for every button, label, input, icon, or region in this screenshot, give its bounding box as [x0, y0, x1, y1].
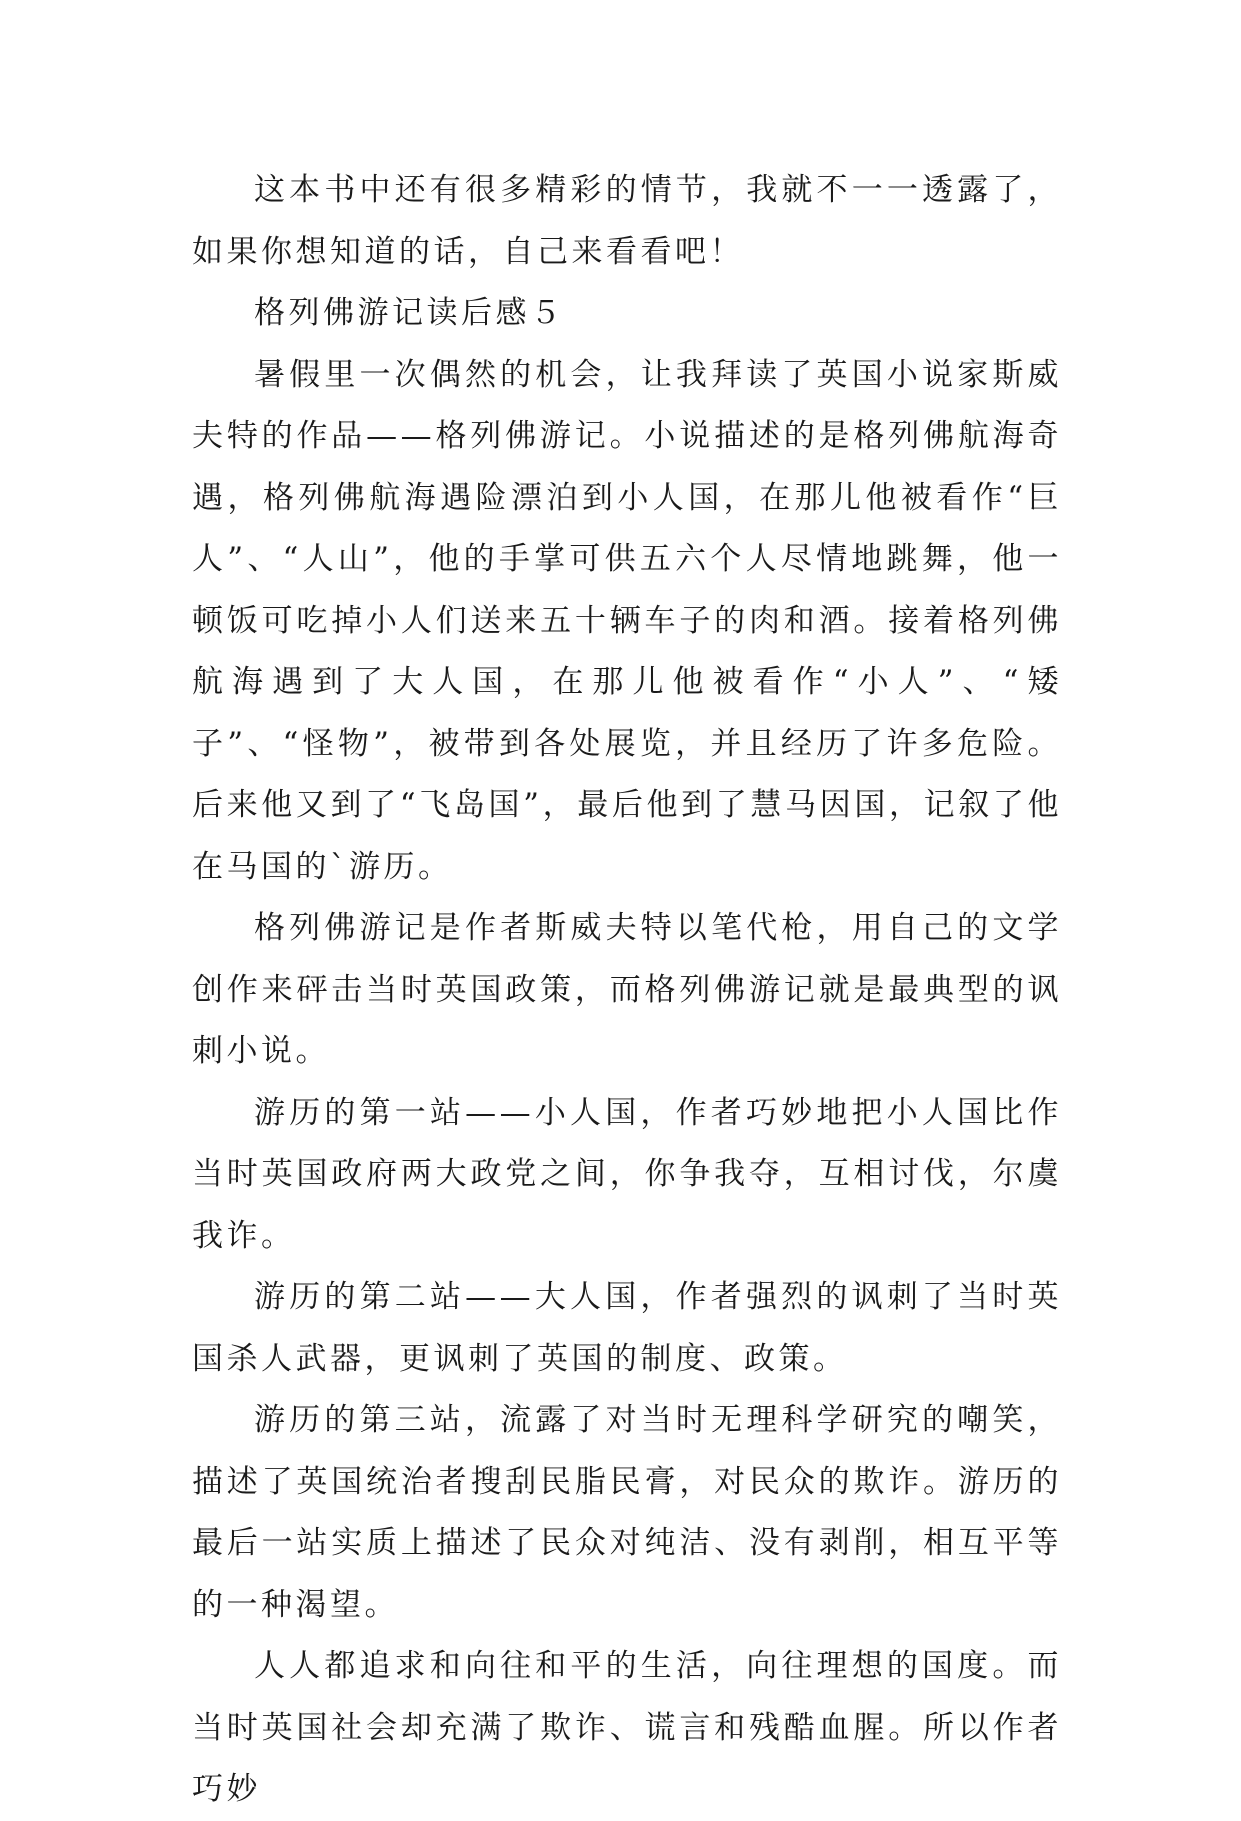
paragraph: 这本书中还有很多精彩的情节，我就不一一透露了，如果你想知道的话，自己来看看吧！: [192, 172, 1062, 270]
paragraph: 游历的第一站——小人国，作者巧妙地把小人国比作当时英国政府两大政党之间，你争我夺，互相讨伐，尔虞我诈。: [192, 1094, 1062, 1254]
paragraph: 暑假里一次偶然的机会，让我拜读了英国小说家斯威夫特的作品——格列佛游记。小说描述的是格列佛航海奇遇，格列佛航海遇险漂泊到小人国，在那儿他被看作“巨人”、“人山”，他的手掌可供五六个人尽情地跳舞，他一顿饭可吃掉小人们送来五十辆车子的肉和酒。接着格列佛航海遇到了大人国，在那儿他被看作“小人”、“矮子”、“怪物”，被带到各处展览，并且经历了许多危险。后来他又到了“飞岛国”，最后他到了慧马因国，记叙了他在马国的`游历。: [192, 356, 1062, 885]
paragraph: 游历的第二站——大人国，作者强烈的讽刺了当时英国杀人武器，更讽刺了英国的制度、政策。: [192, 1279, 1062, 1377]
paragraph: 格列佛游记是作者斯威夫特以笔代枪，用自己的文学创作来砰击当时英国政策，而格列佛游记就是最典型的讽刺小说。: [192, 910, 1062, 1069]
section-heading: 格列佛游记读后感５: [254, 295, 565, 331]
paragraph: 游历的第三站，流露了对当时无理科学研究的嘲笑，描述了英国统治者搜刮民脂民膏，对民众的欺诈。游历的最后一站实质上描述了民众对纯洁、没有剥削，相互平等的一种渴望。: [192, 1402, 1062, 1623]
paragraph: 人人都追求和向往和平的生活，向往理想的国度。而当时英国社会却充满了欺诈、谎言和残酷血腥。所以作者巧妙: [192, 1648, 1062, 1807]
document-body: [192, 160, 1062, 1821]
